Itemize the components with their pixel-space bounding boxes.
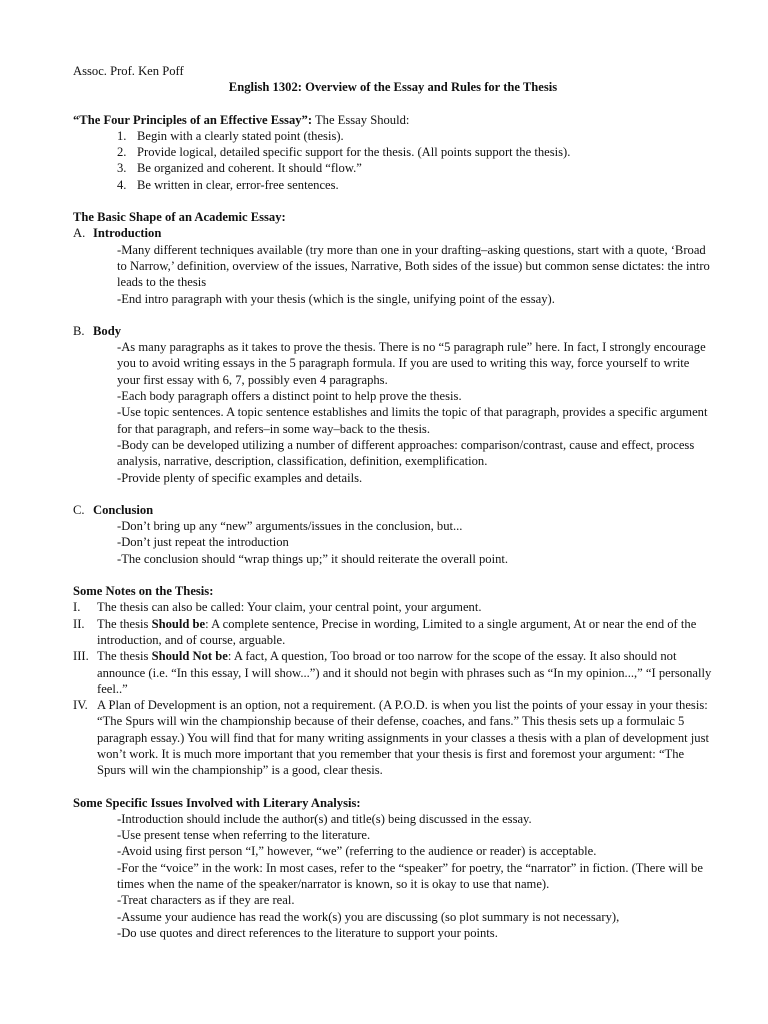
principles-list xyxy=(73,128,713,193)
conclusion-section xyxy=(73,502,713,567)
intro-line: -Many different techniques available (try more than one in your drafting–asking questions, start with a quote, ‘Broad to Narrow,’ definition, overview of the issues, Narrative, Both sides of the issue) but common sense dictates: the intro leads to the thesis xyxy=(117,242,710,290)
body-section xyxy=(73,323,713,486)
literary-line: -Introduction should include the author(s) and title(s) being discussed in the essay. xyxy=(117,811,532,826)
list-item: 3. Be organized and coherent. It should “flow.” xyxy=(117,161,362,176)
intro-heading: A. Introduction xyxy=(73,226,162,241)
body-line: -Each body paragraph offers a distinct point to help prove the thesis. xyxy=(117,389,462,404)
thesis-notes-section xyxy=(73,583,713,779)
principles-heading: “The Four Principles of an Effective Essay”: The Essay Should: xyxy=(73,112,410,127)
conclusion-line: -Don’t bring up any “new” arguments/issues in the conclusion, but... xyxy=(117,519,463,534)
thesis-note: III. The thesis Should Not be: A fact, A question, Too broad or too narrow for the scope of the essay. It also should not announce (i.e. “In this essay, I will show...”) and it should not begin with phrases such as “In my opinion...,” “I personally feel..” xyxy=(73,649,712,696)
intro-line: -End intro paragraph with your thesis (which is the single, unifying point of the essay). xyxy=(117,291,555,306)
list-item: 2. Provide logical, detailed specific support for the thesis. (All points support the thesis). xyxy=(117,145,571,160)
list-item: 4. Be written in clear, error-free sentences. xyxy=(117,177,339,192)
essay-shape-heading: The Basic Shape of an Academic Essay: xyxy=(73,210,286,225)
literary-analysis-heading: Some Specific Issues Involved with Literary Analysis: xyxy=(73,795,361,810)
conclusion-line: -The conclusion should “wrap things up;” it should reiterate the overall point. xyxy=(117,551,509,566)
document-title: English 1302: Overview of the Essay and Rules for the Thesis xyxy=(228,80,558,95)
body-line: -Provide plenty of specific examples and details. xyxy=(117,470,363,485)
body-line: -Use topic sentences. A topic sentence establishes and limits the topic of that paragraph, provides a specific argument for that paragraph, and refers–in some way–back to the thesis. xyxy=(117,405,708,436)
literary-line: -Avoid using first person “I,” however, “we” (referring to the audience or reader) is acceptable. xyxy=(117,844,597,859)
thesis-note: I. The thesis can also be called: Your claim, your central point, your argument. xyxy=(73,600,482,615)
literary-analysis-section xyxy=(73,795,713,942)
literary-line: -Treat characters as if they are real. xyxy=(117,893,295,908)
literary-line: -Use present tense when referring to the literature. xyxy=(117,828,371,843)
thesis-notes-heading: Some Notes on the Thesis: xyxy=(73,584,214,599)
thesis-note: IV. A Plan of Development is an option, not a requirement. (A P.O.D. is when you list the points of your essay in your thesis: “The Spurs will win the championship because of their defense, coaches, and fans.” This thesis sets up a formulaic 5 paragraph essay.) You will find that for many writing assignments in your classes a thesis with a plan of development just won’t work. It is much more important that you remember that your thesis is first and foremost your argument: “The Spurs will win the championship” is a good, clear thesis. xyxy=(73,698,709,778)
essay-shape-section xyxy=(73,209,713,307)
author-line: Assoc. Prof. Ken Poff xyxy=(73,64,184,78)
body-line: -As many paragraphs as it takes to prove the thesis. There is no “5 paragraph rule” here. In fact, I strongly encourage you to avoid writing essays in the 5 paragraph formula. If you are used to writing this way, force yourself to write your first essay with 6, 7, possibly even 4 paragraphs. xyxy=(117,340,706,387)
literary-line: -Assume your audience has read the work(s) you are discussing (so plot summary is not necessary), xyxy=(117,909,620,924)
conclusion-heading: C. Conclusion xyxy=(73,502,154,517)
conclusion-line: -Don’t just repeat the introduction xyxy=(117,535,289,550)
document-page xyxy=(73,63,713,941)
principles-section xyxy=(73,112,713,193)
body-heading: B. Body xyxy=(73,323,121,338)
list-item: 1. Begin with a clearly stated point (thesis). xyxy=(117,128,344,143)
literary-line: -For the “voice” in the work: In most cases, refer to the “speaker” for poetry, the “narrator” in fiction. (There will be times when the name of the speaker/narrator is known, so it is okay to use that name). xyxy=(117,860,703,892)
literary-line: -Do use quotes and direct references to the literature to support your points. xyxy=(117,925,498,940)
thesis-note: II. The thesis Should be: A complete sentence, Precise in wording, Limited to a single argument, At or near the end of the introduction, and of course, arguable. xyxy=(73,616,697,647)
body-line: -Body can be developed utilizing a number of different approaches: comparison/contrast, cause and effect, process analysis, narrative, description, classification, definition, exemplification. xyxy=(117,437,695,469)
